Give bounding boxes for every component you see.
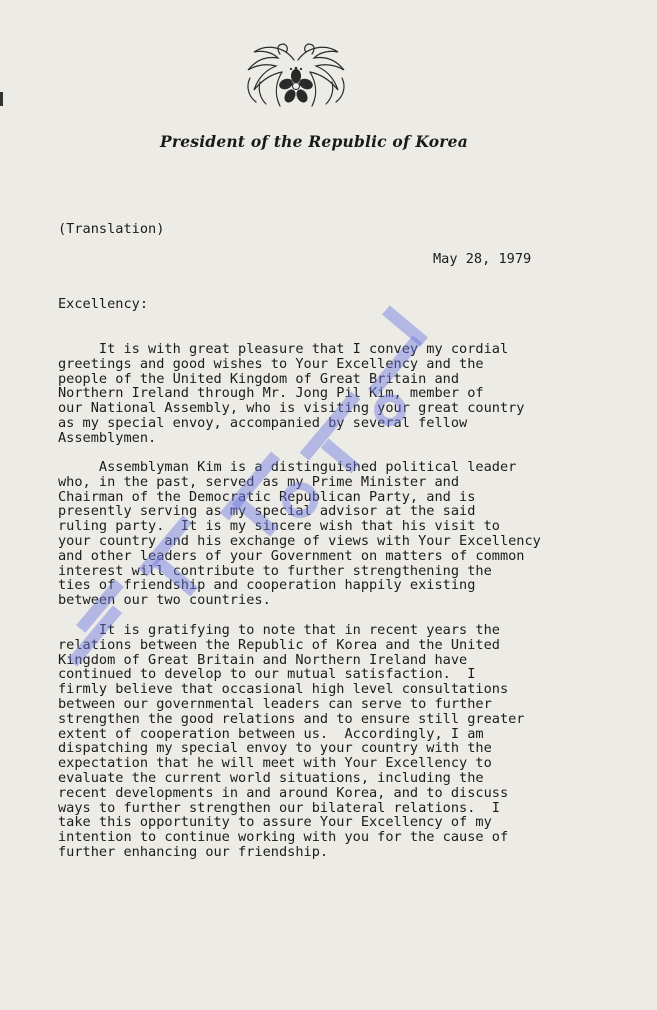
phoenix-emblem-icon [236, 38, 356, 114]
letterhead-title: President of the Republic of Korea [160, 132, 468, 151]
paragraph-1: It is with great pleasure that I convey my cordial greetings and good wishes to Your Excellency and the people of the United Kingdom of Great Britain and Northern Ireland through Mr. Jong Pil Kim, member of our National Assembly, who is visiting your great country as my special envoy, accompanied by several fellow Assemblymen. [58, 341, 525, 446]
salutation: Excellency: [58, 296, 149, 312]
scan-edge-mark [0, 92, 3, 106]
paragraph-2: Assemblyman Kim is a distinguished political leader who, in the past, served as my Prime Minister and Chairman of the Democratic Republican Party, and is presently serving as my special advisor at the said ruling party. It is my sincere wish that his visit to your country and his exchange of views with Your Excellency and other leaders of your Government on matters of common interest will contribute to further strengthening the ties of friendship and cooperation happily existing between our two countries. [58, 459, 541, 609]
translation-note: (Translation) [58, 221, 165, 237]
letter-date: May 28, 1979 [433, 251, 532, 267]
paragraph-3: It is gratifying to note that in recent years the relations between the Republic of Korea and the United Kingdom of Great Britain and Northern Ireland have continued to develop to our mutual satisfaction. I firmly believe that occasional high level consultations between our governmental leaders can serve to further strengthen the good relations and to ensure still greater extent of cooperation between us. Accordingly, I am dispatching my special envoy to your country with the expectation that he will meet with Your Excellency to evaluate the current world situations, including the recent developments in and around Korea, and to discuss ways to further strengthen our bilateral relations. I take this opportunity to assure Your Excellency of my intention to continue working with you for the cause of further enhancing our friendship. [58, 622, 525, 860]
